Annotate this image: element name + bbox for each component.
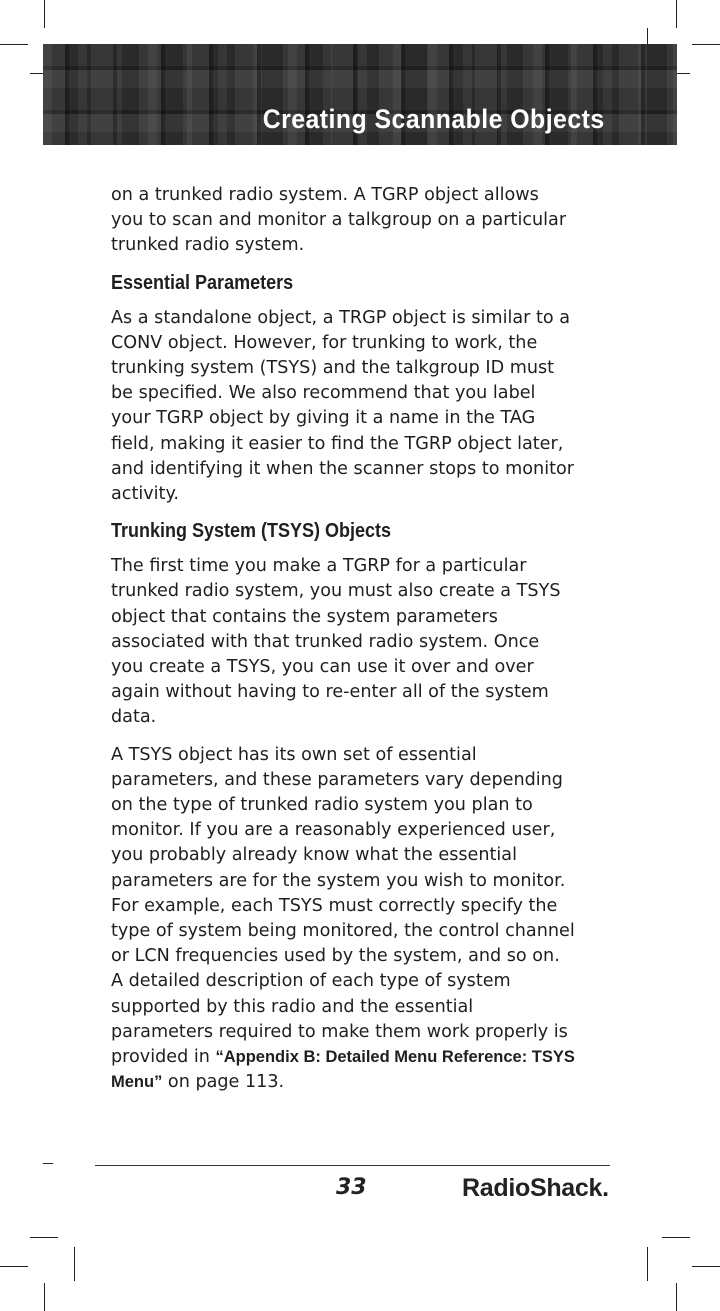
crop-mark [43,1163,53,1164]
crop-mark [676,1283,677,1311]
chapter-title: Creating Scannable Objects [263,104,605,134]
tsys-paragraph-2-text: A TSYS object has its own set of essential parameters, and these parameters vary depending on the type of trunked radio system you plan to monitor. If you are a reasonably experienced user, you probably already know what the essential parameters are for the system you wish to monitor. For example, each TSYS must correctly specify the type of system being monitored, the control channel or LCN frequencies used by the system, and so on. A detailed description of each type of system supported by this radio and the essential parameters required to make them work properly is provided in [111,744,575,1068]
tsys-paragraph-2 [111,743,575,1096]
crop-mark [30,1237,58,1238]
crop-mark [44,1283,45,1311]
crop-mark [0,44,28,45]
intro-paragraph: on a trunked radio system. A TGRP object allows you to scan and monitor a talkgroup on a particular trunked radio system. [111,185,567,256]
crop-mark [647,1247,648,1281]
crop-mark [0,1266,28,1267]
tsys-paragraph-2-tail: on page 113. [162,1072,285,1093]
footer-rule [95,1165,610,1166]
chapter-banner [43,44,677,145]
crop-mark [692,1266,720,1267]
tsys-paragraph-1: The first time you make a TGRP for a particular trunked radio system, you must also create a TSYS object that contains the system parameters associated with that trunked radio system. Once you create a TSYS, you can use it over and over again without having to re-enter all of the system data. [111,556,561,728]
crop-mark [662,1237,690,1238]
crop-mark [676,0,677,28]
crop-mark [74,1247,75,1281]
page-number: 33 [336,1175,367,1200]
crop-mark [692,44,720,45]
tsys-objects-heading: Trunking System (TSYS) Objects [111,520,392,543]
crop-mark [44,0,45,28]
essential-parameters-paragraph: As a standalone object, a TRGP object is similar to a CONV object. However, for trunking to work, the trunking system (TSYS) and the talkgroup ID must be specified. We also recommend that you label your TGRP object by giving it a name in the TAG field, making it easier to find the TGRP object later, and identifying it when the scanner stops to monitor activity. [111,307,574,505]
radioshack-logo: RadioShack. [462,1174,609,1202]
page-content [111,183,575,1108]
essential-parameters-heading: Essential Parameters [111,271,294,294]
appendix-cross-reference[interactable]: “Appendix B: Detailed Menu Reference: TSYS Menu” [111,1048,575,1092]
